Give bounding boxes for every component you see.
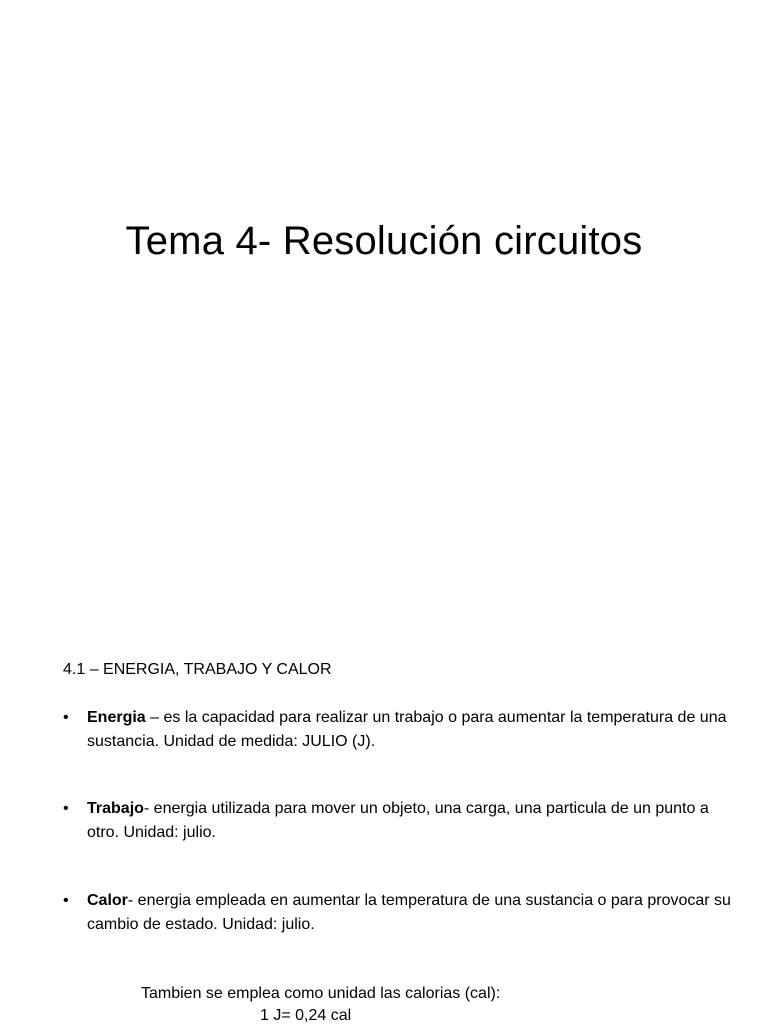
section-heading: 4.1 – ENERGIA, TRABAJO Y CALOR xyxy=(63,661,332,678)
bullet-text xyxy=(87,889,733,936)
list-item-trabajo xyxy=(63,797,733,844)
list-item-energia xyxy=(63,706,733,753)
page-title: Tema 4- Resolución circuitos xyxy=(125,219,643,263)
definition-text: - energia utilizada para mover un objeto, una carga, una particula de un punto a otro. Unidad: julio. xyxy=(87,800,709,841)
bullet-icon: • xyxy=(63,892,69,909)
unit-note: Tambien se emplea como unidad las calorias (cal): xyxy=(141,985,501,1002)
conversion-equation: 1 J= 0,24 cal xyxy=(260,1007,352,1024)
definition-text: - energia empleada en aumentar la temperatura de una sustancia o para provocar su cambio de estado. Unidad: julio. xyxy=(87,892,731,933)
content-slide xyxy=(0,640,768,1024)
bullet-icon: • xyxy=(63,709,69,726)
bullet-icon: • xyxy=(63,800,69,817)
definition-text: – es la capacidad para realizar un trabajo o para aumentar la temperatura de una sustancia. Unidad de medida: JULIO (J). xyxy=(87,709,727,750)
bullet-text xyxy=(87,706,733,753)
term-label: Trabajo xyxy=(87,800,144,817)
term-label: Energia xyxy=(87,709,146,726)
bullet-text xyxy=(87,797,733,844)
term-label: Calor xyxy=(87,892,128,909)
list-item-calor xyxy=(63,889,733,936)
